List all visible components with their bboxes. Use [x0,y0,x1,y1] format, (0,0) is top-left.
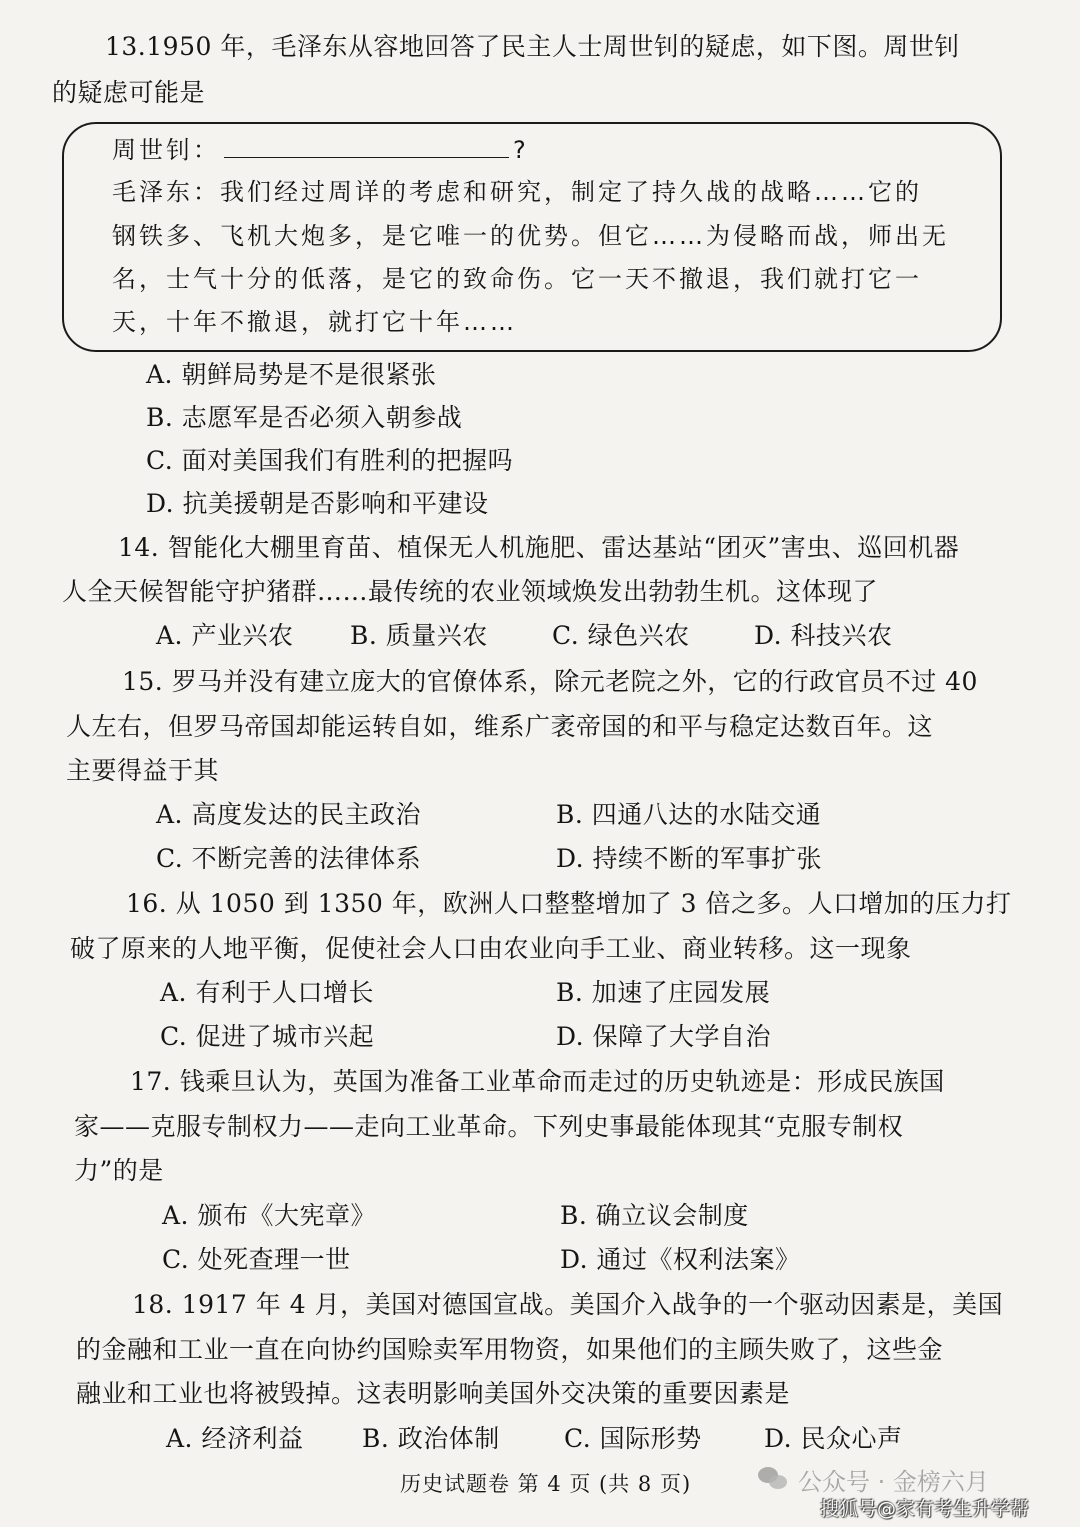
q13-dialog-question-mark: ? [513,136,529,164]
q14-stem-line1: 14. 智能化大棚里育苗、植保无人机施肥、雷达基站“团灭”害虫、巡回机器 [118,533,960,562]
q16-option-a: A. 有利于人口增长 [160,978,374,1007]
q13-dialog-question [112,134,529,166]
q16-option-d: D. 保障了大学自治 [556,1022,772,1051]
q15-option-a: A. 高度发达的民主政治 [156,800,421,829]
q17-stem-line3: 力”的是 [74,1156,164,1185]
q17-stem-line2: 家——克服专制权力——走向工业革命。下列史事最能体现其“克服专制权 [74,1112,904,1141]
q17-option-d: D. 通过《权利法案》 [560,1245,801,1274]
q18-stem-line3: 融业和工业也将被毁掉。这表明影响美国外交决策的重要因素是 [76,1379,791,1408]
q13-stem-line1: 13.1950 年，毛泽东从容地回答了民主人士周世钊的疑虑，如下图。周世钊 [105,32,960,61]
q14-stem-line2: 人全天候智能守护猪群……最传统的农业领域焕发出勃勃生机。这体现了 [62,577,879,606]
q18-option-b: B. 政治体制 [362,1424,500,1453]
q16-option-c: C. 促进了城市兴起 [160,1022,375,1051]
q17-option-a: A. 颁布《大宪章》 [162,1201,376,1230]
q17-option-b: B. 确立议会制度 [560,1201,749,1230]
q15-stem-line2: 人左右，但罗马帝国却能运转自如，维系广袤帝国的和平与稳定达数百年。这 [66,712,934,741]
q13-dialog-blank [224,135,509,158]
q18-option-d: D. 民众心声 [764,1424,903,1453]
q16-option-b: B. 加速了庄园发展 [556,978,771,1007]
q14-option-d: D. 科技兴农 [754,621,893,650]
q13-dialog-line4: 天，十年不撤退，就打它十年…… [112,308,517,336]
q18-option-a: A. 经济利益 [166,1424,304,1453]
q18-option-c: C. 国际形势 [564,1424,702,1453]
q13-dialog-line1: 毛泽东：我们经过周详的考虑和研究，制定了持久战的战略……它的 [112,178,922,206]
q18-stem-line2: 的金融和工业一直在向协约国赊卖军用物资，如果他们的主顾失败了，这些金 [76,1335,944,1364]
q15-stem-line3: 主要得益于其 [66,756,220,785]
q14-option-a: A. 产业兴农 [156,621,294,650]
q15-option-b: B. 四通八达的水陆交通 [556,800,822,829]
q13-stem-line2: 的疑虑可能是 [52,78,206,107]
wechat-watermark [758,1462,989,1497]
q17-stem-line1: 17. 钱乘旦认为，英国为准备工业革命而走过的历史轨迹是：形成民族国 [130,1067,945,1096]
q13-dialog-speaker1: 周世钊： [112,136,220,164]
q13-option-a: A. 朝鲜局势是不是很紧张 [146,360,437,389]
q13-option-b: B. 志愿军是否必须入朝参战 [146,403,463,432]
q17-option-c: C. 处死查理一世 [162,1245,351,1274]
q14-option-c: C. 绿色兴农 [552,621,690,650]
wechat-icon [758,1467,790,1493]
q13-dialog-line2: 钢铁多、飞机大炮多，是它唯一的优势。但它……为侵略而战，师出无 [112,222,949,250]
q13-option-d: D. 抗美援朝是否影响和平建设 [146,489,489,518]
q15-option-c: C. 不断完善的法律体系 [156,844,422,873]
q16-stem-line2: 破了原来的人地平衡，促使社会人口由农业向手工业、商业转移。这一现象 [70,934,912,963]
q14-option-b: B. 质量兴农 [350,621,488,650]
q15-option-d: D. 持续不断的军事扩张 [556,844,823,873]
sohu-watermark: 搜狐号@家有考生升学帮 [820,1498,1030,1520]
q16-stem-line1: 16. 从 1050 到 1350 年，欧洲人口整整增加了 3 倍之多。人口增加的压力打 [126,889,1012,918]
wechat-watermark-text: 公众号 · 金榜六月 [798,1468,989,1496]
q18-stem-line1: 18. 1917 年 4 月，美国对德国宣战。美国介入战争的一个驱动因素是，美国 [132,1290,1004,1319]
q15-stem-line1: 15. 罗马并没有建立庞大的官僚体系，除元老院之外，它的行政官员不过 40 [122,667,978,696]
q13-option-c: C. 面对美国我们有胜利的把握吗 [146,446,514,475]
page-footer: 历史试题卷 第 4 页 (共 8 页) [400,1472,692,1496]
q13-dialog-line3: 名，士气十分的低落，是它的致命伤。它一天不撤退，我们就打它一 [112,265,922,293]
